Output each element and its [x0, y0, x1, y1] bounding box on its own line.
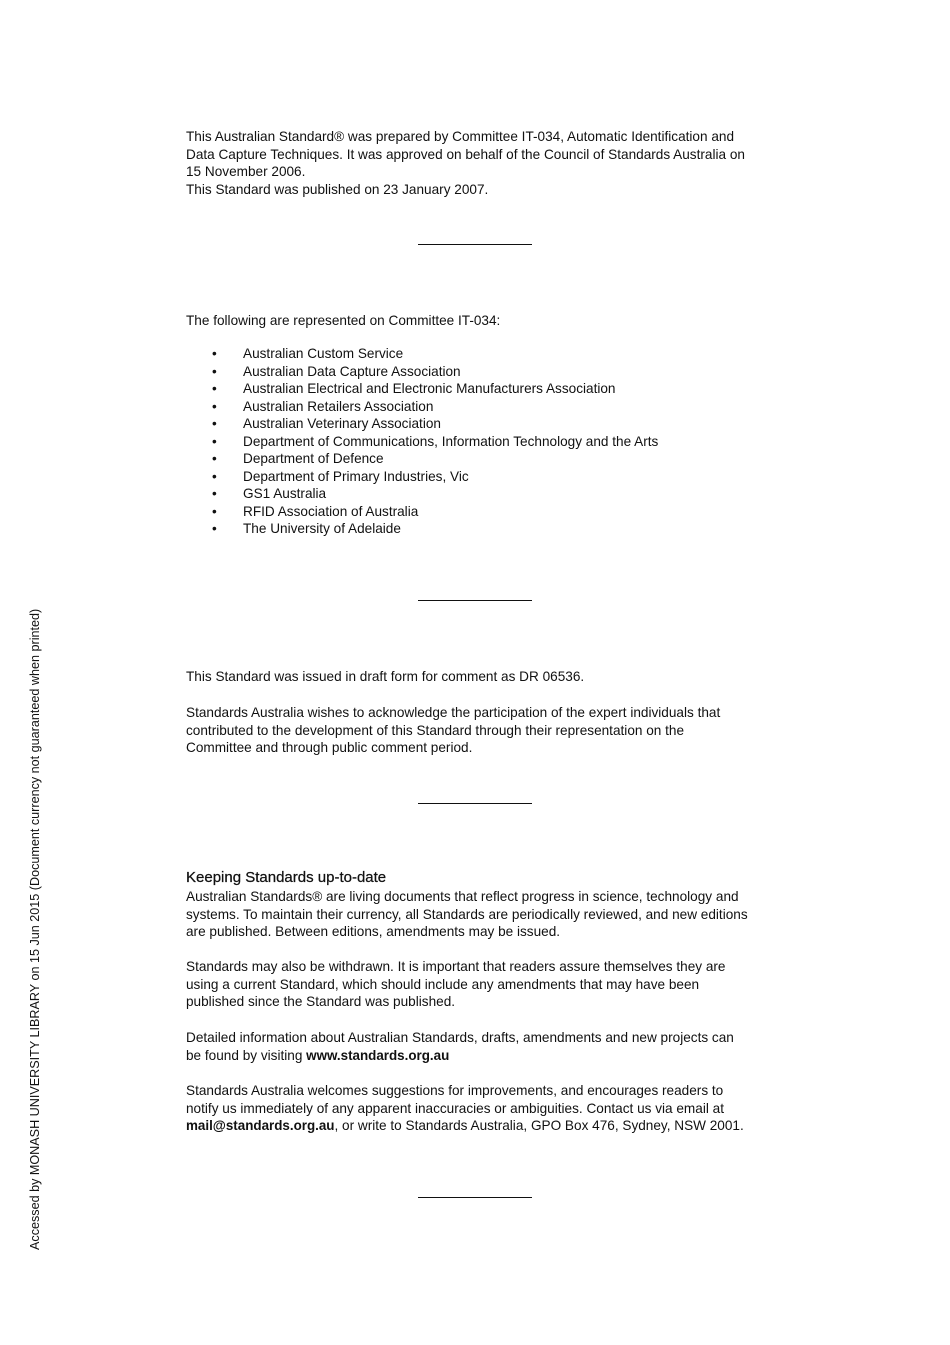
paragraph-line: [186, 1117, 776, 1135]
list-item: [186, 363, 658, 381]
access-watermark-note: Accessed by MONASH UNIVERSITY LIBRARY on 15 Jun 2015 (Document currency not guaranteed when printed): [28, 608, 42, 1250]
section-divider: [418, 1197, 532, 1198]
list-item: [186, 380, 658, 398]
member-name: Australian Retailers Association: [243, 398, 434, 414]
member-name: Department of Defence: [243, 451, 384, 467]
list-item: [186, 345, 658, 363]
list-item: [186, 503, 658, 521]
preparation-line: 15 November 2006.: [186, 164, 306, 180]
list-item: [186, 398, 658, 416]
bullet-icon: •: [212, 346, 217, 361]
paragraph-line: using a current Standard, which should include any amendments that may have been: [186, 976, 700, 992]
member-name: RFID Association of Australia: [243, 503, 419, 519]
committee-member-list: [186, 345, 658, 538]
keeping-standards-heading: Keeping Standards up-to-date: [186, 869, 387, 886]
list-item: [186, 485, 658, 503]
bullet-icon: •: [212, 381, 217, 397]
section-divider: [418, 244, 532, 245]
paragraph-line: Standards Australia welcomes suggestions for improvements, and encourages readers to: [186, 1083, 724, 1098]
member-name: Department of Primary Industries, Vic: [243, 468, 469, 484]
publication-date-line: This Standard was published on 23 January 2007.: [186, 181, 489, 197]
acknowledgement-paragraph: [186, 704, 776, 757]
website-paragraph: [186, 1029, 776, 1064]
committee-intro-text: The following are represented on Committee IT-034:: [186, 313, 501, 328]
bullet-icon: •: [212, 398, 217, 414]
list-item: [186, 450, 658, 468]
contact-paragraph: [186, 1082, 776, 1135]
paragraph-line: Australian Standards® are living documents that reflect progress in science, technology and: [186, 889, 739, 904]
draft-issued-text: This Standard was issued in draft form for comment as DR 06536.: [186, 669, 585, 684]
paragraph-line: Detailed information about Australian Standards, drafts, amendments and new projects can: [186, 1030, 734, 1045]
section-divider: [418, 803, 532, 804]
member-name: Australian Custom Service: [243, 346, 404, 361]
preparation-paragraph: [186, 128, 776, 198]
list-item: [186, 468, 658, 486]
member-name: Australian Veterinary Association: [243, 416, 441, 432]
paragraph-line: are published. Between editions, amendments may be issued.: [186, 924, 561, 940]
living-documents-paragraph: [186, 888, 776, 941]
bullet-icon: •: [212, 433, 217, 449]
member-name: Department of Communications, Information Technology and the Arts: [243, 433, 659, 449]
member-name: The University of Adelaide: [243, 521, 401, 537]
acknowledgement-line: Committee and through public comment period.: [186, 740, 473, 756]
bullet-icon: •: [212, 468, 217, 484]
paragraph-line: published since the Standard was published.: [186, 994, 456, 1010]
paragraph-line: notify us immediately of any apparent inaccuracies or ambiguities. Contact us via email at: [186, 1100, 724, 1116]
bullet-icon: •: [212, 486, 217, 502]
paragraph-line: [186, 1047, 776, 1065]
bullet-icon: •: [212, 363, 217, 379]
paragraph-line: Standards may also be withdrawn. It is important that readers assure themselves they are: [186, 959, 726, 974]
withdrawn-paragraph: [186, 958, 776, 1011]
postal-address-text: , or write to Standards Australia, GPO Box 476, Sydney, NSW 2001.: [334, 1118, 744, 1134]
email-link[interactable]: mail@standards.org.au: [186, 1118, 335, 1134]
member-name: GS1 Australia: [243, 486, 327, 502]
bullet-icon: •: [212, 416, 217, 432]
section-divider: [418, 600, 532, 601]
member-name: Australian Data Capture Association: [243, 363, 461, 379]
list-item: [186, 520, 658, 538]
website-link[interactable]: www.standards.org.au: [306, 1047, 450, 1063]
preparation-line: This Australian Standard® was prepared by Committee IT-034, Automatic Identification and: [186, 129, 735, 144]
preparation-line: Data Capture Techniques. It was approved on behalf of the Council of Standards Australia on: [186, 146, 745, 162]
paragraph-line: systems. To maintain their currency, all Standards are periodically reviewed, and new editions: [186, 906, 748, 922]
list-item: [186, 433, 658, 451]
bullet-icon: •: [212, 521, 217, 537]
list-item: [186, 415, 658, 433]
acknowledgement-line: Standards Australia wishes to acknowledge the participation of the expert individuals that: [186, 705, 721, 720]
bullet-icon: •: [212, 503, 217, 519]
website-prefix-text: be found by visiting: [186, 1047, 307, 1063]
acknowledgement-line: contributed to the development of this Standard through their representation on the: [186, 722, 685, 738]
member-name: Australian Electrical and Electronic Manufacturers Association: [243, 381, 616, 397]
draft-issued-paragraph: [186, 668, 776, 686]
bullet-icon: •: [212, 451, 217, 467]
committee-intro: [186, 312, 776, 330]
